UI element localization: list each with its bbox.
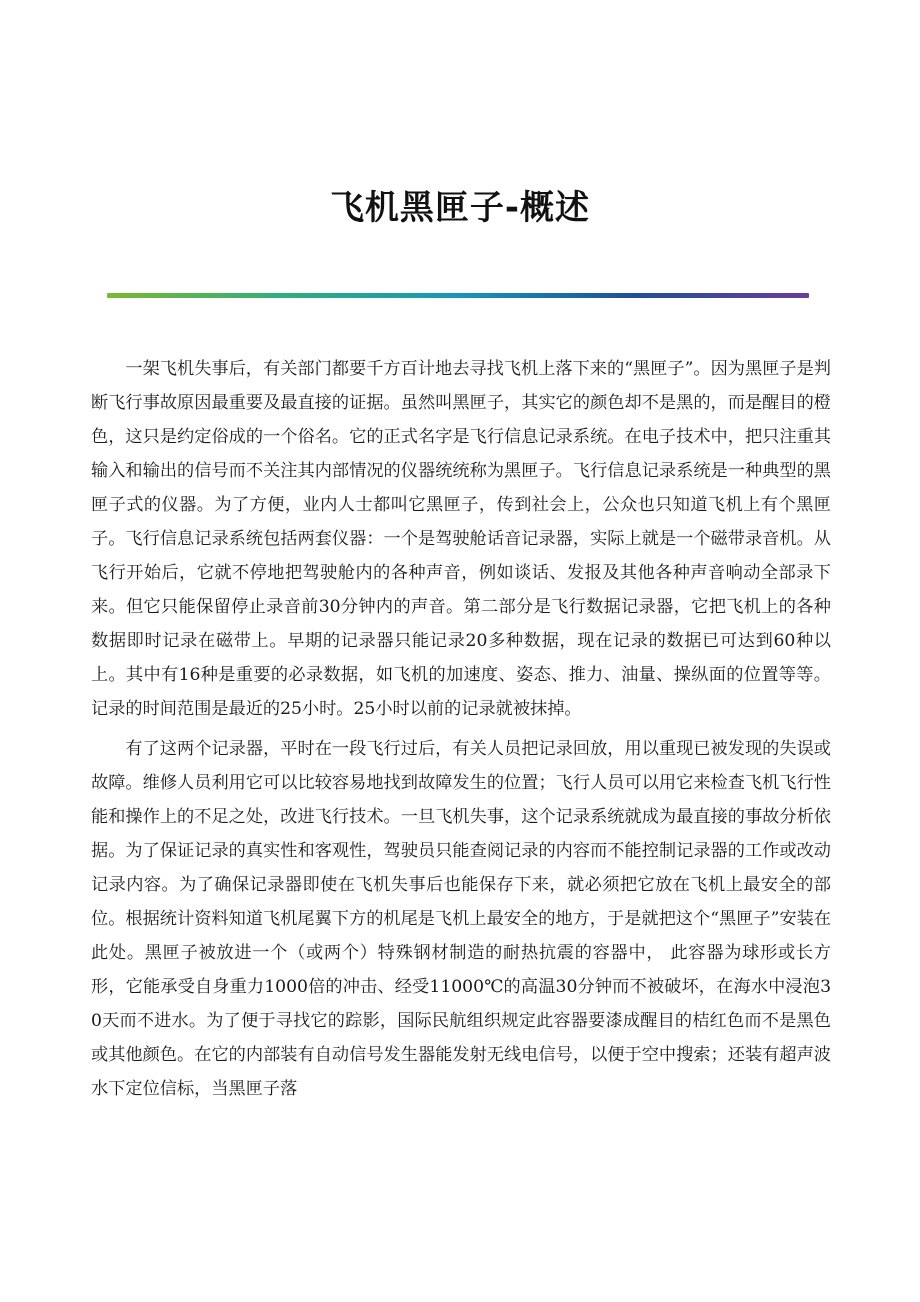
title-divider [107,293,809,298]
paragraph-2: 有了这两个记录器，平时在一段飞行过后，有关人员把记录回放，用以重现已被发现的失误或故障。维修人员利用它可以比较容易地找到故障发生的位置；飞行人员可以用它来检查飞机飞行性能和操作上的不足之处，改进飞行技术。一旦飞机失事，这个记录系统就成为最直接的事故分析依据。为了保证记录的真实性和客观性，驾驶员只能查阅记录的内容而不能控制记录器的工作或改动记录内容。为了确保记录器即使在飞机失事后也能保存下来，就必须把它放在飞机上最安全的部位。根据统计资料知道飞机尾翼下方的机尾是飞机上最安全的地方，于是就把这个“黑匣子”安装在此处。黑匣子被放进一个（或两个）特殊钢材制造的耐热抗震的容器中， 此容器为球形或长方形，它能承受自身重力1000倍的冲击、经受11000℃的高温30分钟而不被破坏，在海水中浸泡30天而不进水。为了便于寻找它的踪影，国际民航组织规定此容器要漆成醒目的桔红色而不是黑色或其他颜色。在它的内部装有自动信号发生器能发射无线电信号，以便于空中搜索；还装有超声波水下定位信标，当黑匣子落 [91,739,831,1099]
paragraph-1: 一架飞机失事后，有关部门都要千方百计地去寻找飞机上落下来的“黑匣子”。因为黑匣子是判断飞行事故原因最重要及最直接的证据。虽然叫黑匣子，其实它的颜色却不是黑的，而是醒目的橙色，这只是约定俗成的一个俗名。它的正式名字是飞行信息记录系统。在电子技术中，把只注重其输入和输出的信号而不关注其内部情况的仪器统统称为黑匣子。飞行信息记录系统是一种典型的黑匣子式的仪器。为了方便，业内人士都叫它黑匣子，传到社会上，公众也只知道飞机上有个黑匣子。飞行信息记录系统包括两套仪器：一个是驾驶舱话音记录器，实际上就是一个磁带录音机。从飞行开始后，它就不停地把驾驶舱内的各种声音，例如谈话、发报及其他各种声音响动全部录下来。但它只能保留停止录音前30分钟内的声音。第二部分是飞行数据记录器，它把飞机上的各种数据即时记录在磁带上。早期的记录器只能记录20多种数据，现在记录的数据已可达到60种以上。其中有16种是重要的必录数据，如飞机的加速度、姿态、推力、油量、操纵面的位置等等。记录的时间范围是最近的25小时。25小时以前的记录就被抹掉。 [91,359,831,719]
document-body [91,352,831,1112]
document-title: 飞机黑匣子-概述 [329,188,591,228]
